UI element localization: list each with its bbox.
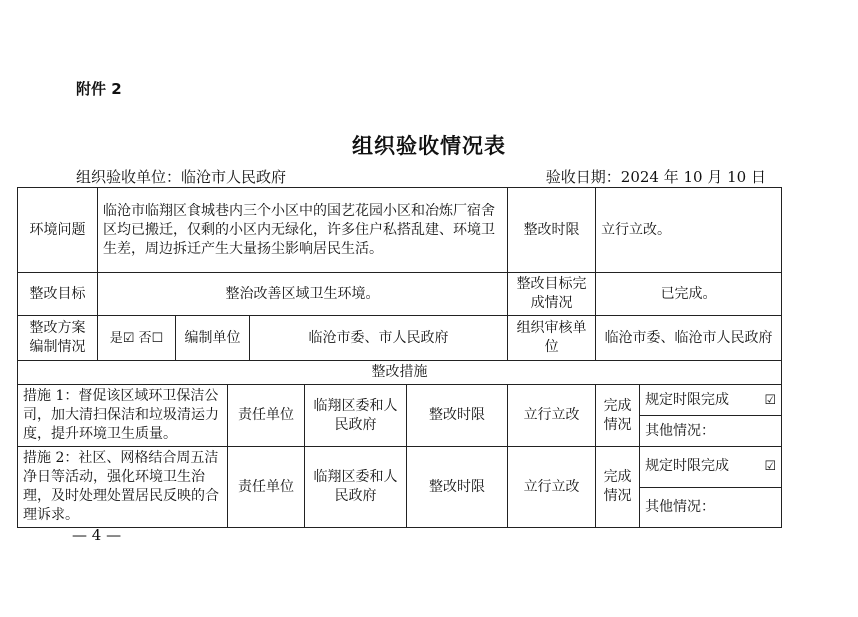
measure-deadline-value: 立行立改 — [508, 385, 596, 447]
review-unit-label: 组织审核单位 — [508, 316, 596, 361]
attachment-label: 附件 2 — [76, 80, 122, 98]
deadline-label: 整改时限 — [508, 188, 596, 273]
goal-label: 整改目标 — [18, 273, 98, 316]
review-unit-value: 临沧市委、临沧市人民政府 — [596, 316, 782, 361]
plan-checkbox-value: 是☑ 否☐ — [98, 316, 176, 361]
responsible-unit-label: 责任单位 — [228, 447, 305, 528]
checked-box-icon: ☑ — [764, 392, 777, 408]
acceptance-date: 验收日期：2024 年 10 月 10 日 — [545, 168, 766, 186]
responsible-unit-label: 责任单位 — [228, 385, 305, 447]
goal-value: 整治改善区域卫生环境。 — [98, 273, 508, 316]
other-status: 其他情况： — [640, 416, 782, 447]
on-time-text: 规定时限完成 — [645, 391, 730, 408]
measures-header-row — [18, 361, 782, 385]
measure-deadline-label: 整改时限 — [407, 447, 508, 528]
on-time-status — [640, 447, 782, 488]
measure-row — [18, 385, 782, 416]
measures-header: 整改措施 — [18, 361, 782, 385]
other-status: 其他情况： — [640, 487, 782, 528]
measure-deadline-label: 整改时限 — [407, 385, 508, 447]
completion-label: 完成情况 — [596, 447, 640, 528]
plan-row — [18, 316, 782, 361]
compile-unit-label: 编制单位 — [176, 316, 250, 361]
measure-text: 措施 2：社区、网格结合周五洁净日等活动，强化环境卫生治理，及时处理处置居民反映的合理诉求。 — [18, 447, 228, 528]
checked-box-icon: ☑ — [764, 459, 777, 475]
plan-label: 整改方案编制情况 — [18, 316, 98, 361]
env-issue-row — [18, 188, 782, 273]
env-issue-label: 环境问题 — [18, 188, 98, 273]
deadline-value: 立行立改。 — [596, 188, 782, 273]
page-number: — 4 — — [72, 526, 122, 544]
responsible-unit-value: 临翔区委和人民政府 — [305, 447, 407, 528]
env-issue-text: 临沧市临翔区食城巷内三个小区中的国艺花园小区和冶炼厂宿舍区均已搬迁，仅剩的小区内无绿化，许多住户私搭乱建、环境卫生差，周边拆迁产生大量扬尘影响居民生活。 — [98, 188, 508, 273]
goal-status-label: 整改目标完成情况 — [508, 273, 596, 316]
on-time-status — [640, 385, 782, 416]
goal-row — [18, 273, 782, 316]
on-time-text: 规定时限完成 — [645, 458, 730, 475]
measure-row — [18, 447, 782, 488]
acceptance-table — [17, 187, 782, 528]
acceptance-unit: 组织验收单位：临沧市人民政府 — [76, 168, 287, 186]
goal-status-value: 已完成。 — [596, 273, 782, 316]
responsible-unit-value: 临翔区委和人民政府 — [305, 385, 407, 447]
measure-deadline-value: 立行立改 — [508, 447, 596, 528]
page-title: 组织验收情况表 — [352, 134, 506, 158]
completion-label: 完成情况 — [596, 385, 640, 447]
measure-text: 措施 1：督促该区域环卫保洁公司，加大清扫保洁和垃圾清运力度，提升环境卫生质量。 — [18, 385, 228, 447]
compile-unit-value: 临沧市委、市人民政府 — [250, 316, 508, 361]
